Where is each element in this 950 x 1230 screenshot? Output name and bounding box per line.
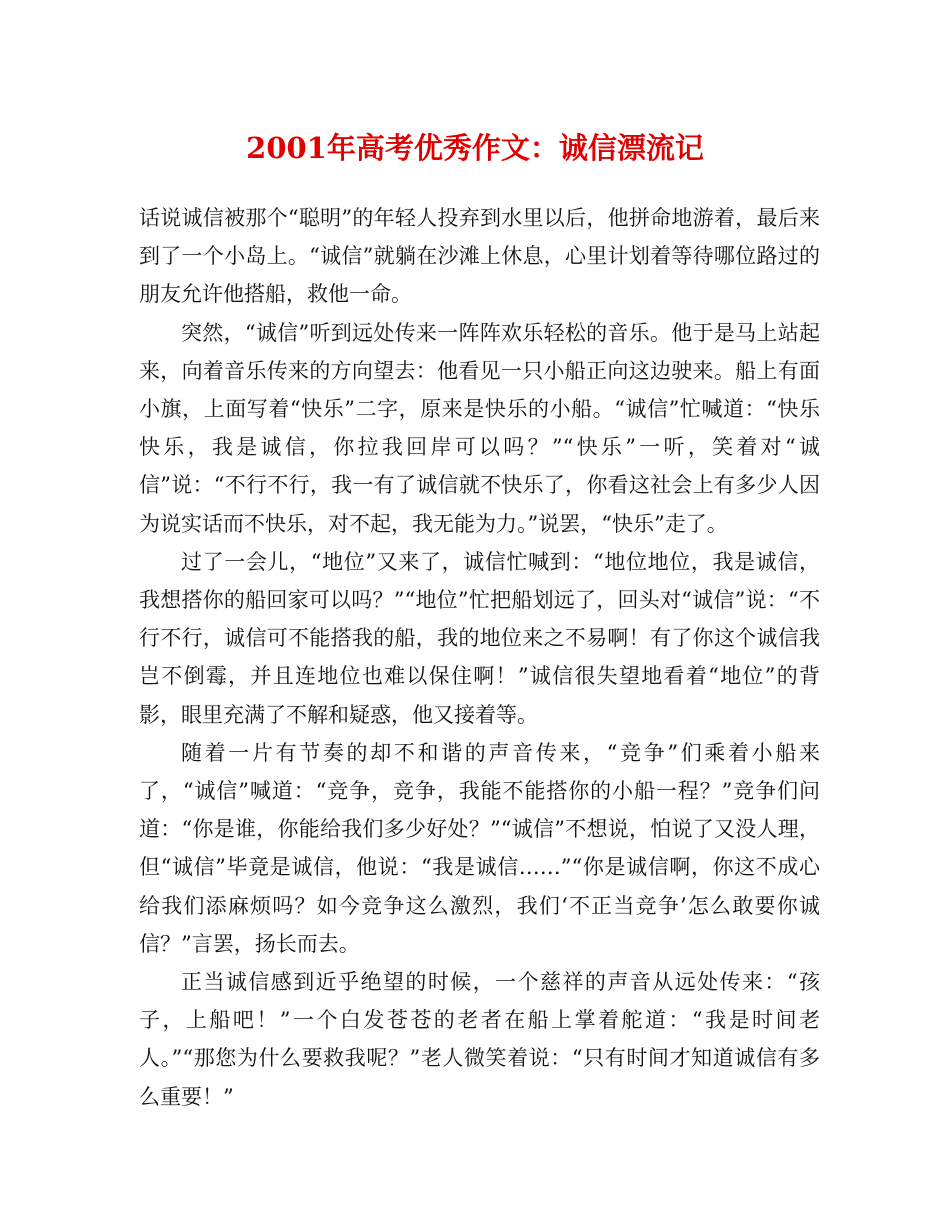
paragraph-2: 突然，“诚信”听到远处传来一阵阵欢乐轻松的音乐。他于是马上站起来，向着音乐传来的方向望去：他看见一只小船正向这边驶来。船上有面小旗，上面写着“快乐”二字，原来是快乐的小船。“诚信”忙喊道：“快乐快乐，我是诚信，你拉我回岸可以吗？”“快乐”一听，笑着对“诚信”说：“不行不行，我一有了诚信就不快乐了，你看这社会上有多少人因为说实话而不快乐，对不起，我无能为力。”说罢，“快乐”走了。 (139, 320, 820, 536)
paragraph-3: 过了一会儿，“地位”又来了，诚信忙喊到：“地位地位，我是诚信，我想搭你的船回家可以吗？”“地位”忙把船划远了，回头对“诚信”说：“不行不行，诚信可不能搭我的船，我的地位来之不易啊！有了你这个诚信我岂不倒霉，并且连地位也难以保住啊！”诚信很失望地看着“地位”的背影，眼里充满了不解和疑惑，他又接着等。 (139, 549, 820, 727)
paragraph-1: 话说诚信被那个“聪明”的年轻人投弃到水里以后，他拼命地游着，最后来到了一个小岛上。“诚信”就躺在沙滩上休息，心里计划着等待哪位路过的朋友允许他搭船，救他一命。 (139, 206, 820, 307)
document-body (139, 199, 820, 1116)
paragraph-5: 正当诚信感到近乎绝望的时候，一个慈祥的声音从远处传来：“孩子，上船吧！”一个白发苍苍的老者在船上掌着舵道：“我是时间老人。”“那您为什么要救我呢？”老人微笑着说：“只有时间才知道诚信有多么重要！” (139, 970, 820, 1109)
paragraph-4: 随着一片有节奏的却不和谐的声音传来，“竞争”们乘着小船来了，“诚信”喊道：“竞争，竞争，我能不能搭你的小船一程？”竞争们问道：“你是谁，你能给我们多少好处？”“诚信”不想说，怕说了又没人理，但“诚信”毕竟是诚信，他说：“我是诚信……”“你是诚信啊，你这不成心给我们添麻烦吗？如今竞争这么激烈，我们‘不正当竞争’怎么敢要你诚信？”言罢，扬长而去。 (139, 740, 820, 956)
document-title: 2001年高考优秀作文：诚信漂流记 (246, 131, 704, 165)
